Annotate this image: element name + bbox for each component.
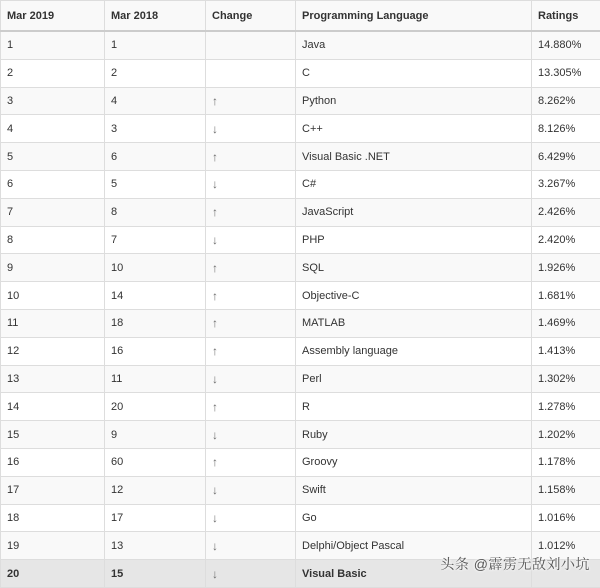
rank-mar-2019-cell: 19 [1,532,105,560]
language-cell: Visual Basic [296,560,532,588]
rank-mar-2019-cell: 12 [1,337,105,365]
rank-mar-2019-cell: 2 [1,59,105,87]
rating-cell: 1.016% [532,504,600,532]
arrow-up-icon: ↑ [212,261,218,275]
language-cell: MATLAB [296,309,532,337]
rank-mar-2019-cell: 20 [1,560,105,588]
rank-mar-2019-cell: 13 [1,365,105,393]
table-body [1,31,600,587]
rank-mar-2018-cell: 20 [105,393,206,421]
rank-mar-2018-cell: 16 [105,337,206,365]
change-cell [206,282,296,310]
rank-mar-2018-cell: 9 [105,421,206,449]
table-row [1,170,600,198]
rank-mar-2019-cell: 4 [1,115,105,143]
change-cell [206,448,296,476]
rating-cell: 2.420% [532,226,600,254]
arrow-down-icon: ↓ [212,122,218,136]
rank-mar-2019-cell: 14 [1,393,105,421]
change-cell [206,143,296,171]
change-cell [206,31,296,59]
rank-mar-2019-cell: 17 [1,476,105,504]
table-row [1,504,600,532]
table-row [1,282,600,310]
rank-mar-2018-cell: 17 [105,504,206,532]
rank-mar-2018-cell: 18 [105,309,206,337]
rank-mar-2018-cell: 11 [105,365,206,393]
arrow-down-icon: ↓ [212,177,218,191]
rank-mar-2018-cell: 14 [105,282,206,310]
arrow-down-icon: ↓ [212,567,218,581]
rank-mar-2019-cell: 7 [1,198,105,226]
language-cell: PHP [296,226,532,254]
arrow-up-icon: ↑ [212,455,218,469]
change-cell [206,198,296,226]
rank-mar-2018-cell: 5 [105,170,206,198]
rank-mar-2019-cell: 9 [1,254,105,282]
rating-cell: 1.681% [532,282,600,310]
rank-mar-2019-cell: 8 [1,226,105,254]
arrow-down-icon: ↓ [212,428,218,442]
rank-mar-2018-cell: 12 [105,476,206,504]
language-cell: Assembly language [296,337,532,365]
rank-mar-2019-cell: 16 [1,448,105,476]
language-cell: JavaScript [296,198,532,226]
table-row [1,143,600,171]
rank-mar-2018-cell: 60 [105,448,206,476]
language-cell: Groovy [296,448,532,476]
rank-mar-2018-cell: 1 [105,31,206,59]
arrow-up-icon: ↑ [212,94,218,108]
rating-cell: 1.278% [532,393,600,421]
rating-cell: 1.158% [532,476,600,504]
language-cell: Go [296,504,532,532]
rank-mar-2018-cell: 13 [105,532,206,560]
table-row [1,115,600,143]
rating-cell: 14.880% [532,31,600,59]
column-header-programming-language[interactable]: Programming Language [296,1,532,32]
change-cell [206,476,296,504]
language-cell: C# [296,170,532,198]
language-cell: C++ [296,115,532,143]
change-cell [206,365,296,393]
column-header-change[interactable]: Change [206,1,296,32]
rank-mar-2019-cell: 10 [1,282,105,310]
language-cell: Delphi/Object Pascal [296,532,532,560]
table-row [1,393,600,421]
change-cell [206,309,296,337]
rank-mar-2018-cell: 4 [105,87,206,115]
rank-mar-2018-cell: 8 [105,198,206,226]
table-row [1,365,600,393]
rank-mar-2018-cell: 10 [105,254,206,282]
language-cell: R [296,393,532,421]
rating-cell: 1.302% [532,365,600,393]
rating-cell: 2.426% [532,198,600,226]
table-row [1,309,600,337]
arrow-down-icon: ↓ [212,233,218,247]
column-header-ratings[interactable]: Ratings [532,1,600,32]
change-cell [206,393,296,421]
rank-mar-2019-cell: 5 [1,143,105,171]
language-cell: Objective-C [296,282,532,310]
arrow-up-icon: ↑ [212,344,218,358]
watermark: 头条 @霹雳无敌刘小坑 [440,554,590,574]
rating-cell: 1.926% [532,254,600,282]
rank-mar-2018-cell: 3 [105,115,206,143]
arrow-up-icon: ↑ [212,205,218,219]
rating-cell: 8.126% [532,115,600,143]
language-cell: SQL [296,254,532,282]
arrow-down-icon: ↓ [212,539,218,553]
rating-cell: 3.267% [532,170,600,198]
table-row [1,226,600,254]
language-cell: Perl [296,365,532,393]
rank-mar-2018-cell: 7 [105,226,206,254]
rank-mar-2019-cell: 18 [1,504,105,532]
rating-cell: 13.305% [532,59,600,87]
language-cell: Swift [296,476,532,504]
rank-mar-2019-cell: 1 [1,31,105,59]
rank-mar-2018-cell: 6 [105,143,206,171]
language-cell: Ruby [296,421,532,449]
arrow-up-icon: ↑ [212,316,218,330]
change-cell [206,504,296,532]
change-cell [206,337,296,365]
column-header-mar-2019[interactable]: Mar 2019 [1,1,105,32]
table-header-row [1,1,600,32]
rating-cell: 6.429% [532,143,600,171]
table-row [1,198,600,226]
table-row [1,254,600,282]
rating-cell: 1.202% [532,421,600,449]
rank-mar-2019-cell: 15 [1,421,105,449]
arrow-down-icon: ↓ [212,483,218,497]
rating-cell: 1.012% [532,532,600,560]
table-row [1,87,600,115]
table-row [1,59,600,87]
change-cell [206,59,296,87]
change-cell [206,170,296,198]
change-cell [206,254,296,282]
rating-cell: 1.413% [532,337,600,365]
rank-mar-2018-cell: 15 [105,560,206,588]
rating-cell: 1.178% [532,448,600,476]
rank-mar-2019-cell: 6 [1,170,105,198]
table-row [1,476,600,504]
rank-mar-2018-cell: 2 [105,59,206,87]
rank-mar-2019-cell: 3 [1,87,105,115]
change-cell [206,421,296,449]
language-cell: Visual Basic .NET [296,143,532,171]
language-cell: Python [296,87,532,115]
table-row [1,337,600,365]
arrow-up-icon: ↑ [212,400,218,414]
table-row [1,421,600,449]
arrow-up-icon: ↑ [212,150,218,164]
table-row [1,448,600,476]
language-cell: Java [296,31,532,59]
arrow-up-icon: ↑ [212,289,218,303]
change-cell [206,226,296,254]
column-header-mar-2018[interactable]: Mar 2018 [105,1,206,32]
rank-mar-2019-cell: 11 [1,309,105,337]
rating-cell: 8.262% [532,87,600,115]
change-cell [206,560,296,588]
arrow-down-icon: ↓ [212,511,218,525]
rating-cell: 1.469% [532,309,600,337]
table-row [1,31,600,59]
change-cell [206,115,296,143]
language-cell: C [296,59,532,87]
change-cell [206,532,296,560]
change-cell [206,87,296,115]
arrow-down-icon: ↓ [212,372,218,386]
